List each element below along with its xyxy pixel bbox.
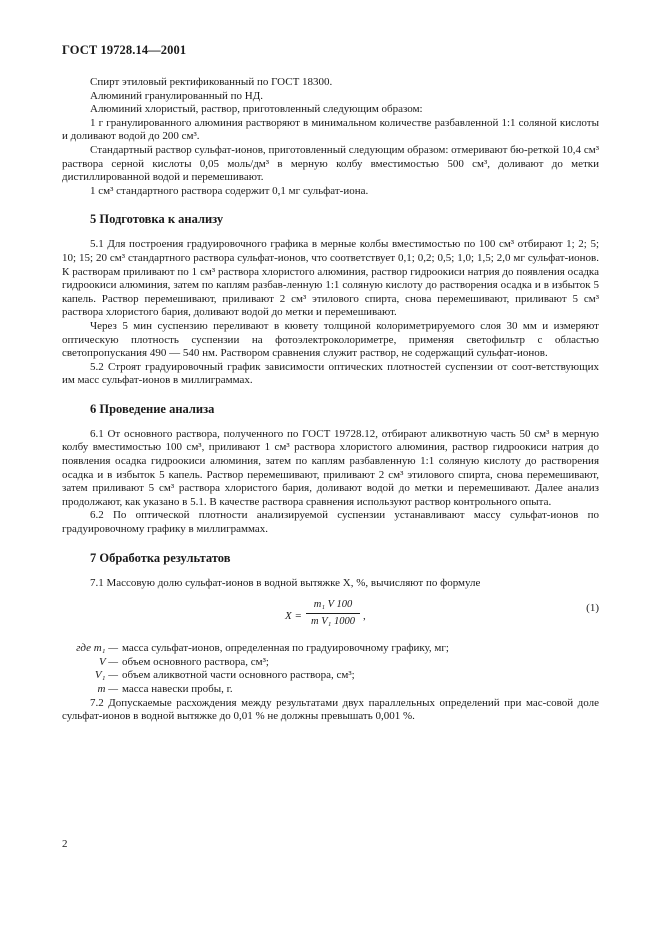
section-7-para-1: 7.1 Массовую долю сульфат-ионов в водной вытяжке X, %, вычисляют по формуле [90, 576, 481, 589]
definition-text: объем аликвотной части основного раствора, см³; [122, 669, 355, 682]
definition-row [62, 683, 599, 697]
formula-fraction [306, 598, 360, 628]
intro-line-6: 1 см³ стандартного раствора содержит 0,1 мг сульфат-иона. [90, 184, 369, 197]
section-6-heading: 6 Проведение анализа [90, 401, 215, 416]
formula-denominator: m V₁ 1000 [306, 613, 360, 629]
intro-line-3: Алюминий хлористый, раствор, приготовленный следующим образом: [90, 103, 423, 116]
definition-row [62, 669, 599, 683]
intro-line-2: Алюминий гранулированный по НД. [90, 89, 264, 102]
formula-lhs: X = [285, 610, 302, 623]
section-5-para-2: Через 5 мин суспензию переливают в кювету толщиной колориметрируемого слоя 30 мм и измеряют оптическую плотность суспензии на фотоэлектроколориметре, применяя светофильтр с областью светопропускания 490 — 540 нм. Раствором сравнения служит раствор, не содержащий сульфат-ионов. [62, 319, 599, 360]
document-header: ГОСТ 19728.14—2001 [62, 43, 187, 57]
definition-symbol: V₁ — [94, 669, 118, 682]
section-5-heading: 5 Подготовка к анализу [90, 212, 224, 227]
intro-line-4: 1 г гранулированного алюминия растворяют в минимальном количестве разбавленной 1:1 соляной кислоты и доливают водой до 200 см³. [62, 116, 599, 143]
definition-row [62, 656, 599, 670]
section-6-para-1: 6.1 От основного раствора, полученного по ГОСТ 19728.12, отбирают аликвотную часть 50 см³ в мерную колбу вместимостью 100 см³, приливают 1 см³ раствора хлористого алюминия, раствор гидроокиси натрия до появления осадка гидроокиси алюминия, затем по каплям разбавленную 1:1 соляную кислоту до растворения осадка и в избыток 5 капель. Раствор перемешивают, приливают 2 см³ этилового спирта, снова перемешивают, затем приливают 5 см³ раствора хлористого бария, доливают водой до метки и перемешивают. Далее анализ продолжают, как указано в 5.1. В качестве раствора сравнения используют раствор контрольного опыта. [62, 427, 599, 508]
formula-1 [62, 598, 599, 636]
definition-symbol: m — [97, 683, 118, 695]
formula-numerator: m₁ V 100 [313, 599, 353, 611]
document-body [62, 76, 599, 724]
definition-text: объем основного раствора, см³; [122, 655, 269, 668]
definition-symbol: V — [98, 655, 118, 668]
section-7-para-2: 7.2 Допускаемые расхождения между результатами двух параллельных определений при мас-совой доле сульфат-ионов в водной вытяжке до 0,01 % не должны превышать 0,001 %. [62, 696, 599, 723]
section-5-para-3: 5.2 Строят градуировочный график зависимости оптических плотностей суспензии от соот-ветствующих им масс сульфат-ионов в миллиграммах. [62, 360, 599, 387]
definition-row [62, 642, 599, 656]
definition-text: масса сульфат-ионов, определенная по градуировочному графику, мг; [122, 642, 449, 655]
intro-line-5: Стандартный раствор сульфат-ионов, приготовленный следующим образом: отмеривают бю-реткой 10,4 см³ раствора серной кислоты 0,05 моль/дм³ в мерную колбу вместимостью 500 см³, доливают до метки дистиллированной водой и перемешивают. [62, 143, 599, 184]
formula-definitions [62, 642, 599, 696]
section-6-para-2: 6.2 По оптической плотности анализируемой суспензии устанавливают массу сульфат-ионов по градуировочному графику в миллиграммах. [62, 509, 599, 536]
formula-number: (1) [586, 602, 599, 615]
definition-text: масса навески пробы, г. [122, 683, 233, 695]
formula-comma: , [363, 610, 366, 623]
section-5-para-1: 5.1 Для построения градуировочного графика в мерные колбы вместимостью по 100 см³ отбирают 1; 2; 5; 10; 15; 20 см³ стандартного раствора сульфат-ионов, что соответствует 0,1; 0,2; 0,5; 1,0; 1,5; 2,0 мг сульфат-ионов. К растворам приливают по 1 см³ раствора хлористого алюминия, раствор гидроокиси натрия до появления осадка гидроокиси алюминия, затем по каплям разбав-ленную 1:1 соляную кислоту до растворения осадка и в избыток 5 капель. Раствор перемешивают, приливают 2 см³ этилового спирта, снова перемешивают, приливают 5 см³ раствора хлористого бария, доливают водой до метки и перемешивают. [62, 238, 599, 319]
section-7-heading: 7 Обработка результатов [90, 550, 231, 565]
definition-symbol: где m₁ — [76, 642, 118, 655]
page-number: 2 [62, 838, 68, 850]
intro-line-1: Спирт этиловый ректификованный по ГОСТ 18300. [90, 76, 333, 88]
